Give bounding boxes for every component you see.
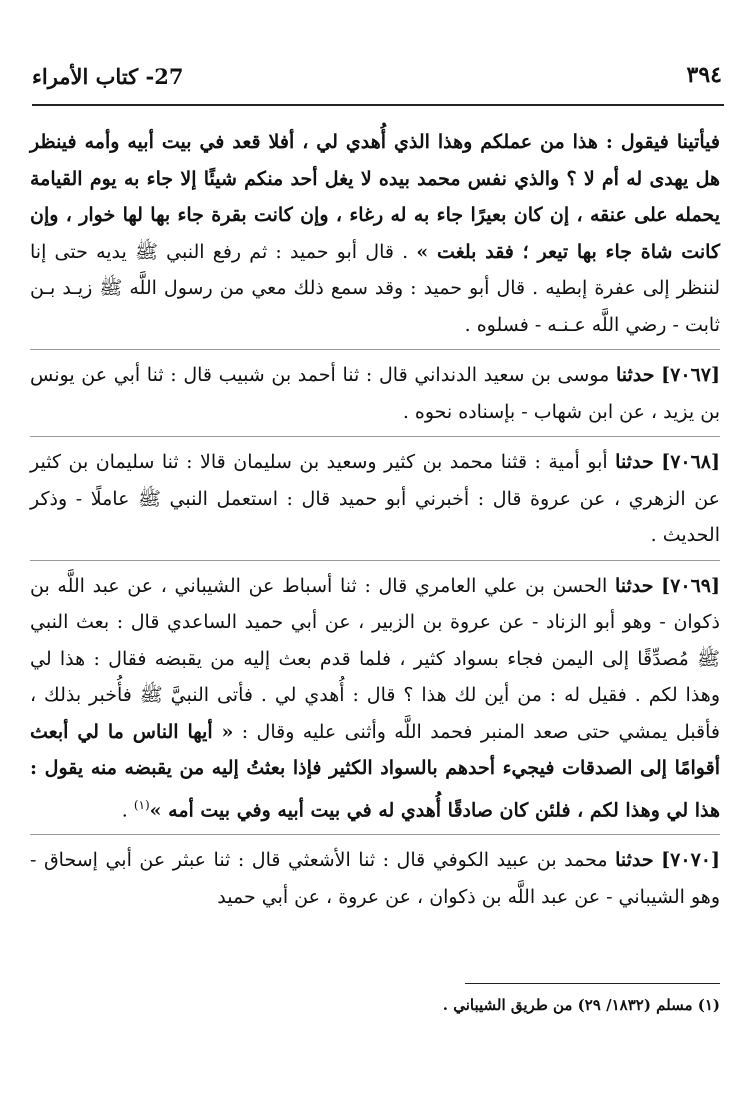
hadith-number: [٧٠٦٧] xyxy=(661,364,720,386)
chapter-title: 27- كتاب الأمراء xyxy=(32,64,184,89)
hadith-7067 xyxy=(30,357,720,430)
hadith-text: موسى بن سعيد الدنداني قال : ثنا أحمد بن شبيب قال : ثنا أبي عن يونس بن يزيد ، عن ابن شهاب - بإسناده نحوه . xyxy=(30,364,720,423)
hadith-7069 xyxy=(30,568,720,829)
page-header xyxy=(32,62,724,100)
hadith-7068 xyxy=(30,444,720,554)
header-divider xyxy=(32,104,724,106)
paragraph-continuation xyxy=(30,124,720,343)
paragraph-divider xyxy=(30,560,720,561)
footnote-reference: (١) xyxy=(133,797,150,812)
hadith-text: الحسن بن علي العامري قال : ثنا أسباط عن الشيباني ، عن عبد اللَّه بن ذكوان - وهو أبو الزناد - عن عروة بن الزبير ، عن أبي حميد الساعدي قال : بعث النبي ﷺ مُصدِّقًا إلى اليمن فجاء بسواد كثير ، فلما قدم بعث إليه من يقبضه فقال : هذا لي وهذا لكم . فقيل له : من أين لك هذا ؟ قال : أُهدي لي . فأتى النبيَّ ﷺ فأُخبر بذلك ، فأقبل يمشي حتى صعد المنبر فحمد اللَّه وأثنى عليه وقال : xyxy=(30,574,720,743)
hadith-number: [٧٠٧٠] xyxy=(661,849,720,872)
paragraph-divider xyxy=(30,834,720,835)
page-number: ٣٩٤ xyxy=(686,62,722,88)
hadith-number: [٧٠٦٩] xyxy=(661,574,720,597)
haddathana-word: حدثنا xyxy=(614,574,654,597)
haddathana-word: حدثنا xyxy=(615,451,654,473)
hadith-quote: فيأتينا فيقول : هذا من عملكم وهذا الذي أُهدي لي ، أفلا قعد في بيت أبيه وأمه فينظر هل يهدى له أم لا ؟ والذي نفس محمد بيده لا يغل أحد منكم شيئًا إلا جاء به يوم القيامة يحمله على عنقه ، إن كان بعيرًا جاء به له رغاء ، وإن كانت بقرة جاء بها لها خوار ، وإن كانت شاة جاء بها تيعر ؛ فقد بلغت » xyxy=(30,131,720,263)
footnote: (١) مسلم (١٨٣٢/ ٢٩) من طريق الشيباني . xyxy=(442,996,720,1014)
footnote-divider xyxy=(465,983,720,984)
paragraph-text: . قال أبو حميد : ثم رفع النبي ﷺ يديه حتى إنا لننظر إلى عفرة إبطيه . قال أبو حميد : وقد سمع ذلك معي من رسول اللَّه ﷺ زيـد بـن ثابت - رضي اللَّه عـنـه - فسلوه . xyxy=(30,240,720,336)
sentence-end: . xyxy=(121,798,134,821)
hadith-7070 xyxy=(30,842,720,915)
page-body xyxy=(30,124,720,915)
paragraph-divider xyxy=(30,349,720,350)
haddathana-word: حدثنا xyxy=(615,849,654,872)
hadith-text: محمد بن عبيد الكوفي قال : ثنا الأشعثي قال : ثنا عبثر عن أبي إسحاق - وهو الشيباني - عن عبد اللَّه بن ذكوان ، عن عروة ، عن أبي حميد xyxy=(30,849,720,908)
hadith-text: أبو أمية : قثنا محمد بن كثير وسعيد بن سليمان قالا : ثنا سليمان بن كثير عن الزهري ، عن عروة قال : أخبرني أبو حميد قال : استعمل النبي ﷺ عاملًا - وذكر الحديث . xyxy=(30,451,720,546)
hadith-number: [٧٠٦٨] xyxy=(661,451,721,473)
paragraph-divider xyxy=(30,436,720,437)
hadith-quote: « أيها الناس ما لي أبعث أقوامًا إلى الصدقات فيجيء أحدهم بالسواد الكثير فإذا بعثتُ إليه من يقبضه منه يقول : هذا لي وهذا لكم ، فلئن كان صادقًا أُهدي له في بيت أبيه وفي بيت أمه » xyxy=(30,720,720,821)
haddathana-word: حدثنا xyxy=(615,364,655,386)
